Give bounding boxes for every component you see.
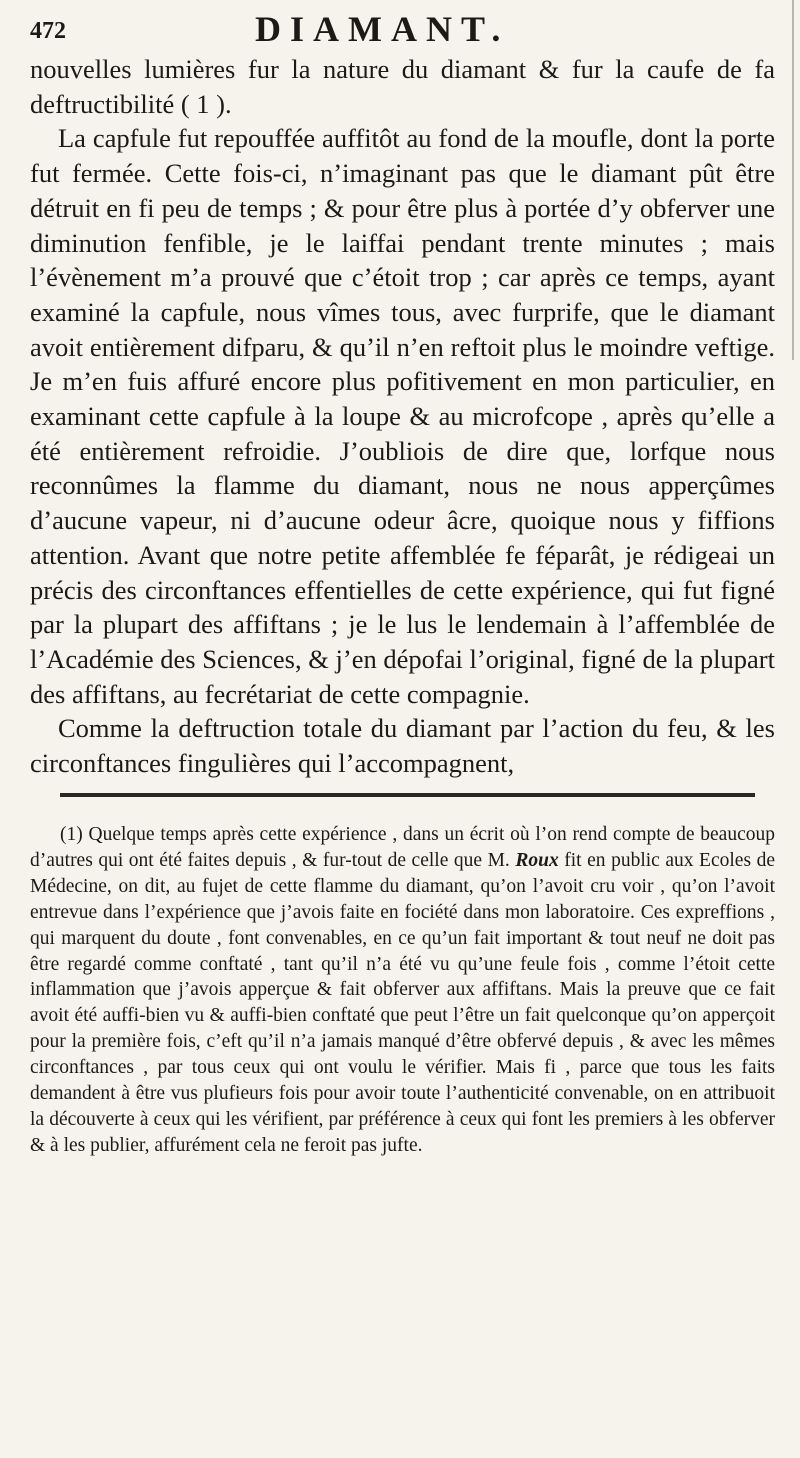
book-page bbox=[30, 0, 775, 1458]
footnote-person-name: Roux bbox=[515, 849, 559, 871]
footnote bbox=[30, 822, 775, 1159]
paragraph-capsule: La capfule fut repouffée auffitôt au fond de la moufle, dont la porte fut fermée. Cette fois-ci, n’imaginant pas que le diamant pût être détruit en fi peu de temps ; & pour être plus à portée d’y obferver une diminution fenfible, je le laiffai pendant trente minutes ; mais l’évènement m’a prouvé que c’étoit trop ; car après ce temps, ayant examiné la capfule, nous vîmes tous, avec furprife, que le diamant avoit entièrement difparu, & qu’il n’en reftoit plus le moindre veftige. Je m’en fuis affuré encore plus pofitivement en mon particulier, en examinant cette capfule à la loupe & au microfcope , après qu’elle a été entièrement refroidie. J’oubliois de dire que, lorfque nous reconnûmes la flamme du diamant, nous ne nous apperçûmes d’aucune vapeur, ni d’aucune odeur âcre, quoique nous y fiffions attention. Avant que notre petite affemblée fe féparât, je rédigeai un précis des circonftances effentielles de cette expérience, qui fut figné par la plupart des affiftans ; je le lus le lendemain à l’affemblée de l’Académie des Sciences, & j’en dépofai l’original, figné de la plupart des affiftans, au fecrétariat de cette compagnie. bbox=[30, 123, 775, 709]
page-edge-shadow bbox=[792, 0, 794, 360]
running-title: DIAMANT. bbox=[255, 9, 510, 49]
page-number: 472 bbox=[30, 18, 66, 44]
main-text bbox=[30, 52, 775, 781]
page-header bbox=[30, 8, 775, 48]
footnote-divider bbox=[60, 793, 755, 797]
footnote-paragraph bbox=[30, 822, 775, 1159]
paragraph-destruction: Comme la deftruction totale du diamant par l’action du feu, & les circonftances fingulières qui l’accompagnent, bbox=[30, 713, 775, 779]
footnote-text-start: (1) Quelque temps après cette expérience , dans un écrit où l’on rend compte de beaucoup d’autres qui ont été faites depuis , & fur-tout de celle que M. bbox=[30, 824, 775, 871]
paragraph-continuation: nouvelles lumières fur la nature du diamant & fur la caufe de fa deftructibilité ( 1 ). bbox=[30, 54, 775, 119]
footnote-text-end: fit en public aux Ecoles de Médecine, on dit, au fujet de cette flamme du diamant, qu’on l’avoit cru voir , qu’on l’avoit entrevue dans l’expérience que j’avois faite en fociété dans mon laboratoire. Ces expreffions , qui marquent du doute , font convenables, en ce qu’un fait important & tout neuf ne doit pas être regardé comme conftaté , tant qu’il n’a été vu qu’une feule fois , comme l’étoit cette inflammation que j’avois apperçue & fait obferver aux affiftans. Mais la preuve que ce fait avoit été auffi-bien vu & auffi-bien conftaté que peut l’être un fait quelconque qu’on apperçoit pour la première fois, c’eft qu’il n’a jamais manqué d’être obfervé depuis , & avec les mêmes circonftances , par tous ceux qui ont voulu le vérifier. Mais fi , parce que tous les faits demandent à être vus plufieurs fois pour avoir toute l’authenticité convenable, on en attribuoit la découverte à ceux qui les vérifient, par préférence à ceux qui font les premiers à les obferver & à les publier, affurément cela ne feroit pas jufte. bbox=[30, 849, 775, 1156]
